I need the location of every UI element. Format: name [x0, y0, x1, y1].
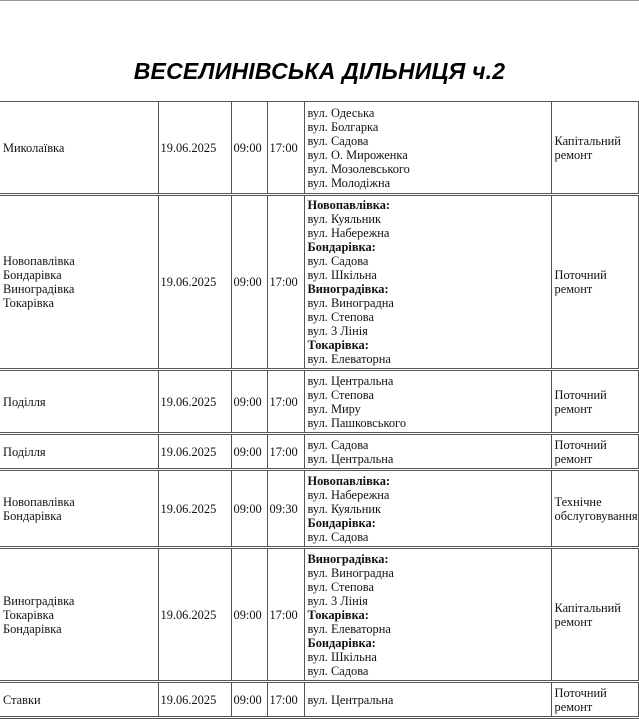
- settlement-heading: Виноградівка:: [307, 282, 389, 296]
- street-name: вул. Болгарка: [307, 119, 379, 134]
- settlement-name: Новопавлівка: [3, 494, 75, 509]
- street-name: вул. Садова: [307, 437, 369, 452]
- settlement-heading: Новопавлівка:: [307, 473, 391, 488]
- end-time-cell: 17:00: [267, 370, 304, 434]
- settlement-heading: Бондарівка:: [307, 240, 376, 254]
- street-name: вул. Степова: [307, 387, 374, 402]
- street-name: вул. Набережна: [307, 226, 390, 240]
- street-name: вул. Садова: [307, 133, 369, 148]
- street-name: вул. Набережна: [307, 487, 390, 502]
- table-row: [0, 370, 638, 434]
- settlement-name: Поділля: [3, 394, 46, 409]
- street-name: вул. 3 Лінія: [307, 324, 368, 338]
- start-time-cell: 09:00: [231, 370, 267, 434]
- work-type-cell: Капітальний ремонт: [551, 548, 638, 682]
- settlements-cell: [0, 470, 158, 548]
- table-row: [0, 434, 638, 470]
- settlement-heading: Бондарівка:: [307, 635, 376, 650]
- streets-cell: [304, 102, 551, 195]
- street-name: вул. Одеська: [307, 105, 375, 120]
- street-name: вул. Шкільна: [307, 268, 377, 282]
- end-time-cell: 17:00: [267, 682, 304, 718]
- settlement-name: Бондарівка: [3, 268, 62, 282]
- date-cell: 19.06.2025: [158, 370, 231, 434]
- date-cell: 19.06.2025: [158, 434, 231, 470]
- settlement-name: Поділля: [3, 444, 46, 459]
- work-type-cell: Технічне обслуговування: [551, 470, 638, 548]
- settlements-cell: [0, 195, 158, 370]
- work-type-cell: Поточний ремонт: [551, 195, 638, 370]
- street-name: вул. Пашковського: [307, 415, 407, 430]
- street-name: вул. Центральна: [307, 692, 394, 707]
- settlement-name: Новопавлівка: [3, 254, 75, 268]
- work-type-cell: Поточний ремонт: [551, 682, 638, 718]
- street-name: вул. Центральна: [307, 373, 394, 388]
- street-name: вул. Садова: [307, 663, 369, 678]
- end-time-cell: 17:00: [267, 548, 304, 682]
- streets-cell: [304, 370, 551, 434]
- settlements-cell: [0, 434, 158, 470]
- streets-cell: [304, 195, 551, 370]
- street-name: вул. Елеваторна: [307, 621, 391, 636]
- top-divider: [0, 0, 639, 1]
- street-name: вул. Молодіжна: [307, 175, 391, 190]
- outage-schedule-table: [0, 101, 639, 719]
- date-cell: 19.06.2025: [158, 548, 231, 682]
- page-title: ВЕСЕЛИНІВСЬКА ДІЛЬНИЦЯ ч.2: [133, 58, 506, 84]
- settlement-name: Миколаївка: [3, 140, 65, 155]
- date-cell: 19.06.2025: [158, 682, 231, 718]
- street-name: вул. Шкільна: [307, 649, 377, 664]
- street-name: вул. О. Мироженка: [307, 147, 408, 162]
- work-type-cell: Капітальний ремонт: [551, 102, 638, 195]
- settlement-heading: Токарівка:: [307, 338, 369, 352]
- settlement-name: Токарівка: [3, 296, 54, 310]
- settlement-name: Токарівка: [3, 607, 54, 622]
- streets-cell: [304, 470, 551, 548]
- end-time-cell: 09:30: [267, 470, 304, 548]
- street-name: вул. Елеваторна: [307, 352, 391, 366]
- date-cell: 19.06.2025: [158, 195, 231, 370]
- street-name: вул. Виноградна: [307, 296, 394, 310]
- start-time-cell: 09:00: [231, 102, 267, 195]
- settlement-name: Ставки: [3, 692, 41, 707]
- work-type-cell: Поточний ремонт: [551, 370, 638, 434]
- settlement-name: Виноградівка: [3, 593, 75, 608]
- settlements-cell: [0, 682, 158, 718]
- end-time-cell: 17:00: [267, 195, 304, 370]
- street-name: вул. Садова: [307, 254, 369, 268]
- date-cell: 19.06.2025: [158, 102, 231, 195]
- start-time-cell: 09:00: [231, 682, 267, 718]
- start-time-cell: 09:00: [231, 195, 267, 370]
- start-time-cell: 09:00: [231, 548, 267, 682]
- street-name: вул. Центральна: [307, 451, 394, 466]
- street-name: вул. Степова: [307, 310, 374, 324]
- settlement-heading: Виноградівка:: [307, 551, 389, 566]
- street-name: вул. Миру: [307, 401, 361, 416]
- streets-cell: [304, 682, 551, 718]
- settlement-name: Бондарівка: [3, 621, 62, 636]
- end-time-cell: 17:00: [267, 102, 304, 195]
- start-time-cell: 09:00: [231, 470, 267, 548]
- date-cell: 19.06.2025: [158, 470, 231, 548]
- table-row: [0, 548, 638, 682]
- street-name: вул. Степова: [307, 579, 374, 594]
- street-name: вул. Куяльник: [307, 501, 381, 516]
- table-row: [0, 470, 638, 548]
- settlement-name: Виноградівка: [3, 282, 75, 296]
- settlements-cell: [0, 102, 158, 195]
- street-name: вул. Садова: [307, 529, 369, 544]
- table-row: [0, 195, 638, 370]
- settlements-cell: [0, 548, 158, 682]
- settlement-name: Бондарівка: [3, 508, 62, 523]
- street-name: вул. Куяльник: [307, 212, 381, 226]
- street-name: вул. Мозолевського: [307, 161, 410, 176]
- table-row: [0, 682, 638, 718]
- work-type-cell: Поточний ремонт: [551, 434, 638, 470]
- settlements-cell: [0, 370, 158, 434]
- street-name: вул. 3 Лінія: [307, 593, 368, 608]
- settlement-heading: Бондарівка:: [307, 515, 376, 530]
- table-row: [0, 102, 638, 195]
- streets-cell: [304, 434, 551, 470]
- settlement-heading: Новопавлівка:: [307, 198, 391, 212]
- end-time-cell: 17:00: [267, 434, 304, 470]
- street-name: вул. Виноградна: [307, 565, 394, 580]
- streets-cell: [304, 548, 551, 682]
- start-time-cell: 09:00: [231, 434, 267, 470]
- settlement-heading: Токарівка:: [307, 607, 369, 622]
